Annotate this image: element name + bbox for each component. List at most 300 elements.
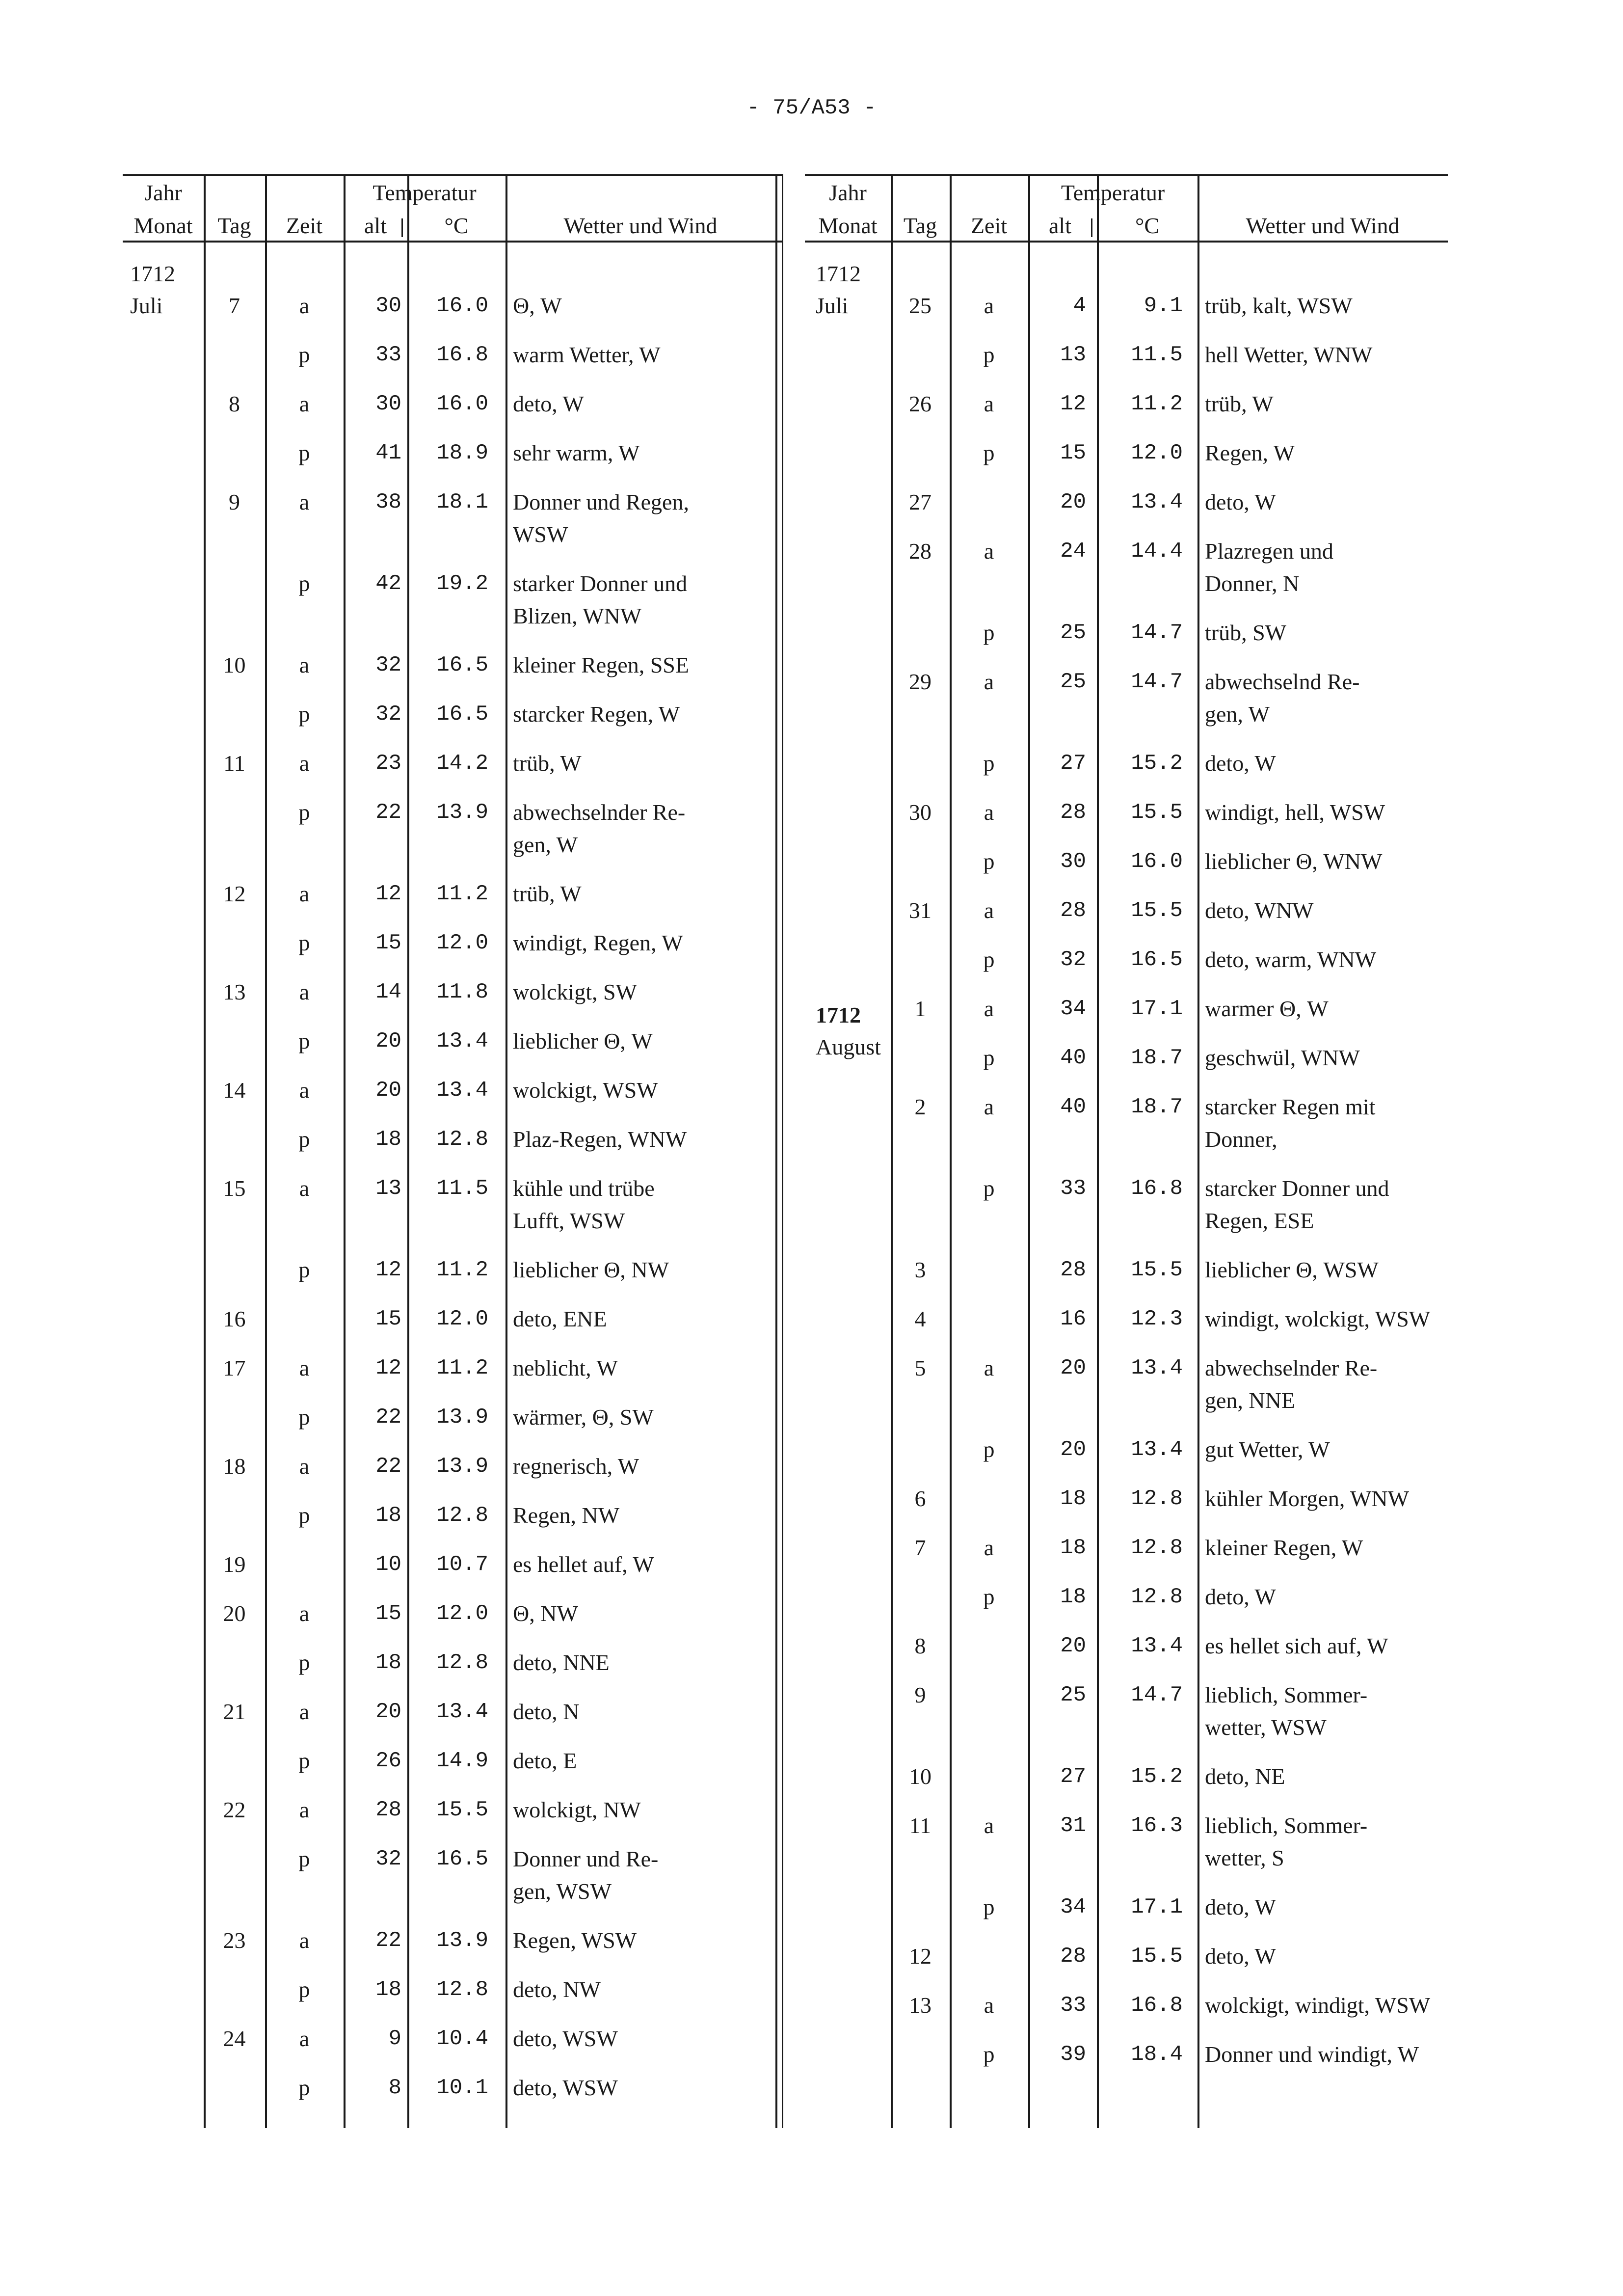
header-celsius: °C (444, 213, 469, 238)
zeit-cell: p (298, 1028, 310, 1053)
celsius-cell: 13.4 (1131, 1356, 1183, 1380)
zeit-cell: a (299, 1355, 310, 1380)
tag-cell: 11 (909, 1813, 931, 1838)
alt-cell: 25 (1060, 1683, 1086, 1707)
alt-cell: 30 (375, 392, 401, 416)
weather-cell: trüb, W (1205, 391, 1274, 416)
weather-cell: wolckigt, SW (513, 979, 637, 1004)
zeit-cell: a (299, 881, 310, 906)
celsius-cell: 14.4 (1131, 539, 1183, 564)
zeit-cell: p (298, 2075, 310, 2100)
month-label-august: August (816, 1034, 881, 1059)
alt-cell: 34 (1060, 997, 1086, 1021)
weather-cell: geschwül, WNW (1205, 1045, 1360, 1070)
col-divider (1197, 174, 1199, 2128)
tag-cell: 4 (914, 1306, 926, 1331)
alt-cell: 30 (1060, 849, 1086, 874)
weather-cell: deto, N (513, 1699, 580, 1724)
weather-cell: Regen, WSW (513, 1928, 637, 1953)
zeit-cell: p (298, 1846, 310, 1871)
alt-cell: 13 (375, 1176, 401, 1201)
alt-cell: 14 (375, 980, 401, 1004)
header-tick (401, 218, 403, 237)
header-zeit: Zeit (286, 213, 323, 238)
weather-cell: deto, E (513, 1748, 577, 1773)
tag-cell: 10 (909, 1764, 931, 1789)
alt-cell: 18 (375, 1977, 401, 2002)
weather-cell: deto, WNW (1205, 898, 1314, 923)
alt-cell: 12 (375, 882, 401, 906)
celsius-cell: 14.9 (436, 1749, 488, 1773)
zeit-cell: a (984, 1813, 994, 1838)
celsius-cell: 14.7 (1131, 1683, 1183, 1707)
weather-cell: deto, W (1205, 1584, 1276, 1609)
weather-cell: starker Donner und (513, 571, 688, 596)
zeit-cell: p (298, 1977, 310, 2002)
alt-cell: 40 (1060, 1046, 1086, 1070)
tag-cell: 22 (223, 1797, 246, 1822)
celsius-cell: 19.2 (436, 571, 488, 596)
celsius-cell: 16.5 (1131, 947, 1183, 972)
weather-cell: sehr warm, W (513, 440, 640, 465)
alt-cell: 22 (375, 1454, 401, 1479)
celsius-cell: 17.1 (1131, 997, 1183, 1021)
zeit-cell: a (984, 669, 994, 694)
alt-cell: 20 (375, 1029, 401, 1053)
alt-cell: 31 (1060, 1813, 1086, 1838)
celsius-cell: 9.1 (1144, 294, 1183, 318)
year-label-august: 1712 (816, 1002, 861, 1027)
celsius-cell: 12.8 (1131, 1585, 1183, 1609)
alt-cell: 28 (1060, 1944, 1086, 1969)
tag-cell: 5 (914, 1355, 926, 1380)
celsius-cell: 11.8 (436, 980, 488, 1004)
zeit-cell: a (984, 293, 994, 318)
weather-cell: warm Wetter, W (513, 342, 661, 367)
celsius-cell: 16.5 (436, 653, 488, 677)
alt-cell: 34 (1060, 1895, 1086, 1919)
celsius-cell: 15.2 (1131, 751, 1183, 776)
weather-cell: Donner und windigt, W (1205, 2042, 1419, 2067)
tag-cell: 7 (229, 293, 240, 318)
zeit-cell: a (984, 391, 994, 416)
celsius-cell: 16.8 (1131, 1993, 1183, 2018)
table-top-rule (805, 174, 1448, 176)
tag-cell: 14 (223, 1078, 246, 1103)
tag-cell: 8 (914, 1633, 926, 1658)
col-divider (506, 174, 507, 2128)
alt-cell: 4 (1073, 294, 1086, 318)
zeit-cell: a (984, 1993, 994, 2018)
tag-cell: 26 (909, 391, 931, 416)
alt-cell: 18 (375, 1503, 401, 1528)
celsius-cell: 16.5 (436, 1847, 488, 1871)
alt-cell: 12 (375, 1258, 401, 1282)
tag-cell: 13 (223, 979, 246, 1004)
celsius-cell: 11.2 (436, 882, 488, 906)
weather-cell: hell Wetter, WNW (1205, 342, 1373, 367)
weather-cell: windigt, hell, WSW (1205, 800, 1385, 825)
weather-cell: Donner, N (1205, 571, 1300, 596)
weather-cell: deto, W (1205, 1944, 1276, 1969)
celsius-cell: 12.8 (436, 1977, 488, 2002)
alt-cell: 24 (1060, 539, 1086, 564)
zeit-cell: a (984, 1355, 994, 1380)
alt-cell: 18 (1060, 1486, 1086, 1511)
zeit-cell: p (298, 342, 310, 367)
celsius-cell: 15.2 (1131, 1764, 1183, 1789)
tag-cell: 21 (223, 1699, 246, 1724)
zeit-cell: a (984, 800, 994, 825)
zeit-cell: a (299, 1454, 310, 1479)
right-weather-table (805, 174, 1448, 2128)
zeit-cell: a (984, 1094, 994, 1119)
weather-cell: deto, WSW (513, 2075, 618, 2100)
alt-cell: 32 (1060, 947, 1086, 972)
zeit-cell: p (298, 800, 310, 825)
alt-cell: 22 (375, 1928, 401, 1953)
celsius-cell: 13.9 (436, 1454, 488, 1479)
weather-cell: Donner, (1205, 1127, 1277, 1152)
alt-cell: 15 (375, 1307, 401, 1331)
celsius-cell: 13.4 (436, 1029, 488, 1053)
month-label: Juli (816, 293, 849, 318)
celsius-cell: 12.3 (1131, 1307, 1183, 1331)
weather-cell: lieblicher Θ, NW (513, 1257, 669, 1282)
weather-cell: deto, ENE (513, 1306, 607, 1331)
zeit-cell: a (984, 1535, 994, 1560)
tag-cell: 28 (909, 539, 931, 564)
celsius-cell: 12.0 (436, 931, 488, 955)
weather-cell: lieblich, Sommer- (1205, 1682, 1368, 1707)
col-divider (204, 174, 206, 2128)
alt-cell: 8 (388, 2076, 401, 2100)
weather-cell: deto, NNE (513, 1650, 610, 1675)
weather-cell: Θ, W (513, 293, 562, 318)
weather-cell: starcker Regen, W (513, 702, 680, 727)
weather-cell: starcker Regen mit (1205, 1094, 1376, 1119)
weather-cell: lieblicher Θ, WNW (1205, 849, 1383, 874)
weather-cell: kleiner Regen, W (1205, 1535, 1363, 1560)
zeit-cell: a (299, 1928, 310, 1953)
alt-cell: 33 (1060, 1176, 1086, 1201)
header-wetter: Wetter und Wind (563, 213, 718, 238)
celsius-cell: 16.3 (1131, 1813, 1183, 1838)
celsius-cell: 18.9 (436, 441, 488, 465)
weather-cell: deto, WSW (513, 2026, 618, 2051)
zeit-cell: p (983, 440, 995, 465)
weather-cell: kühle und trübe (513, 1176, 655, 1201)
zeit-cell: p (298, 1503, 310, 1528)
header-tag: Tag (903, 213, 937, 238)
tag-cell: 12 (223, 881, 246, 906)
weather-cell: starcker Donner und (1205, 1176, 1389, 1201)
zeit-cell: p (983, 1584, 995, 1609)
weather-cell: abwechselnder Re- (1205, 1355, 1378, 1380)
alt-cell: 28 (375, 1798, 401, 1822)
tag-cell: 3 (914, 1257, 926, 1282)
celsius-cell: 16.0 (1131, 849, 1183, 874)
alt-cell: 13 (1060, 343, 1086, 367)
header-alt: alt (364, 213, 387, 238)
celsius-cell: 13.4 (436, 1078, 488, 1103)
weather-cell: gen, NNE (1205, 1388, 1295, 1413)
tag-cell: 10 (223, 652, 246, 677)
zeit-cell: p (298, 1748, 310, 1773)
alt-cell: 22 (375, 1405, 401, 1430)
col-divider (775, 174, 777, 2128)
alt-cell: 32 (375, 702, 401, 727)
alt-cell: 33 (1060, 1993, 1086, 2018)
celsius-cell: 18.7 (1131, 1095, 1183, 1119)
tag-cell: 1 (914, 996, 926, 1021)
alt-cell: 9 (388, 2026, 401, 2051)
weather-cell: abwechselnd Re- (1205, 669, 1360, 694)
zeit-cell: p (983, 947, 995, 972)
alt-cell: 32 (375, 1847, 401, 1871)
alt-cell: 33 (375, 343, 401, 367)
zeit-cell: a (299, 1601, 310, 1626)
alt-cell: 20 (375, 1700, 401, 1724)
celsius-cell: 13.9 (436, 1928, 488, 1953)
tag-cell: 24 (223, 2026, 246, 2051)
celsius-cell: 12.8 (436, 1503, 488, 1528)
page-number: - 75/A53 - (746, 96, 877, 120)
zeit-cell: a (299, 1699, 310, 1724)
left-weather-table (123, 174, 783, 2128)
tag-cell: 20 (223, 1601, 246, 1626)
alt-cell: 20 (1060, 1356, 1086, 1380)
celsius-cell: 12.8 (1131, 1536, 1183, 1560)
celsius-cell: 15.5 (1131, 898, 1183, 923)
alt-cell: 20 (1060, 490, 1086, 514)
weather-cell: Plaz-Regen, WNW (513, 1127, 687, 1152)
weather-cell: trüb, kalt, WSW (1205, 293, 1353, 318)
weather-cell: Plazregen und (1205, 539, 1333, 564)
tag-cell: 6 (914, 1486, 926, 1511)
alt-cell: 16 (1060, 1307, 1086, 1331)
tag-cell: 13 (909, 1993, 931, 2018)
weather-cell: gut Wetter, W (1205, 1437, 1330, 1462)
weather-cell: wetter, S (1205, 1845, 1284, 1870)
celsius-cell: 11.2 (1131, 392, 1183, 416)
header-tick (1091, 218, 1092, 237)
alt-cell: 15 (375, 931, 401, 955)
weather-cell: Donner und Regen, (513, 489, 689, 514)
zeit-cell: a (984, 898, 994, 923)
tag-cell: 15 (223, 1176, 246, 1201)
tag-cell: 18 (223, 1454, 246, 1479)
table-top-rule (123, 174, 783, 176)
alt-cell: 20 (375, 1078, 401, 1103)
weather-cell: Lufft, WSW (513, 1208, 625, 1233)
celsius-cell: 16.5 (436, 702, 488, 727)
weather-cell: wetter, WSW (1205, 1715, 1327, 1740)
alt-cell: 40 (1060, 1095, 1086, 1119)
weather-cell: deto, W (1205, 489, 1276, 514)
weather-cell: es hellet auf, W (513, 1552, 654, 1577)
celsius-cell: 11.2 (436, 1258, 488, 1282)
alt-cell: 15 (1060, 441, 1086, 465)
zeit-cell: a (299, 1797, 310, 1822)
alt-cell: 28 (1060, 898, 1086, 923)
tag-cell: 16 (223, 1306, 246, 1331)
tag-cell: 29 (909, 669, 931, 694)
celsius-cell: 12.8 (436, 1650, 488, 1675)
weather-cell: wolckigt, NW (513, 1797, 641, 1822)
tag-cell: 23 (223, 1928, 246, 1953)
zeit-cell: p (983, 849, 995, 874)
zeit-cell: p (298, 1127, 310, 1152)
weather-cell: kleiner Regen, SSE (513, 652, 689, 677)
alt-cell: 42 (375, 571, 401, 596)
year-label: 1712 (130, 261, 175, 286)
month-label: Juli (130, 293, 163, 318)
alt-cell: 25 (1060, 670, 1086, 694)
weather-cell: deto, NE (1205, 1764, 1285, 1789)
zeit-cell: p (298, 1257, 310, 1282)
weather-cell: lieblich, Sommer- (1205, 1813, 1368, 1838)
zeit-cell: a (299, 751, 310, 776)
alt-cell: 26 (375, 1749, 401, 1773)
celsius-cell: 13.4 (436, 1700, 488, 1724)
celsius-cell: 15.5 (1131, 1258, 1183, 1282)
alt-cell: 15 (375, 1601, 401, 1626)
zeit-cell: p (298, 930, 310, 955)
weather-cell: trüb, W (513, 751, 582, 776)
celsius-cell: 15.5 (1131, 1944, 1183, 1969)
celsius-cell: 16.0 (436, 392, 488, 416)
weather-cell: windigt, wolckigt, WSW (1205, 1306, 1431, 1331)
weather-cell: Θ, NW (513, 1601, 578, 1626)
zeit-cell: p (983, 2042, 995, 2067)
celsius-cell: 13.4 (1131, 490, 1183, 514)
weather-cell: neblicht, W (513, 1355, 618, 1380)
weather-cell: lieblicher Θ, WSW (1205, 1257, 1379, 1282)
celsius-cell: 12.0 (436, 1307, 488, 1331)
alt-cell: 18 (1060, 1536, 1086, 1560)
alt-cell: 38 (375, 490, 401, 514)
header-temperatur: Temperatur (372, 180, 477, 205)
alt-cell: 22 (375, 800, 401, 825)
alt-cell: 27 (1060, 1764, 1086, 1789)
celsius-cell: 15.5 (436, 1798, 488, 1822)
header-jahr: Jahr (829, 180, 867, 205)
celsius-cell: 16.8 (436, 343, 488, 367)
celsius-cell: 12.8 (1131, 1486, 1183, 1511)
zeit-cell: a (299, 391, 310, 416)
zeit-cell: p (298, 702, 310, 727)
zeit-cell: a (299, 979, 310, 1004)
tag-cell: 11 (223, 751, 245, 776)
alt-cell: 12 (375, 1356, 401, 1380)
weather-cell: deto, W (1205, 751, 1276, 776)
weather-cell: wolckigt, windigt, WSW (1205, 1993, 1431, 2018)
header-temperatur: Temperatur (1061, 180, 1165, 205)
tag-cell: 12 (909, 1944, 931, 1969)
year-label: 1712 (816, 261, 861, 286)
weather-cell: wärmer, Θ, SW (513, 1405, 654, 1430)
celsius-cell: 15.5 (1131, 800, 1183, 825)
celsius-cell: 18.1 (436, 490, 488, 514)
celsius-cell: 12.0 (1131, 441, 1183, 465)
weather-cell: gen, WSW (513, 1879, 612, 1904)
zeit-cell: a (299, 2026, 310, 2051)
alt-cell: 28 (1060, 1258, 1086, 1282)
celsius-cell: 14.7 (1131, 670, 1183, 694)
celsius-cell: 16.0 (436, 294, 488, 318)
zeit-cell: p (983, 751, 995, 776)
alt-cell: 25 (1060, 621, 1086, 645)
weather-cell: WSW (513, 522, 568, 547)
weather-cell: abwechselnder Re- (513, 800, 686, 825)
celsius-cell: 18.7 (1131, 1046, 1183, 1070)
zeit-cell: p (983, 1045, 995, 1070)
tag-cell: 2 (914, 1094, 926, 1119)
celsius-cell: 11.5 (1131, 343, 1183, 367)
weather-cell: warmer Θ, W (1205, 996, 1329, 1021)
celsius-cell: 17.1 (1131, 1895, 1183, 1919)
alt-cell: 20 (1060, 1634, 1086, 1658)
zeit-cell: a (299, 1176, 310, 1201)
celsius-cell: 10.4 (436, 2026, 488, 2051)
tag-cell: 27 (909, 489, 931, 514)
celsius-cell: 12.8 (436, 1127, 488, 1152)
weather-cell: Regen, W (1205, 440, 1295, 465)
alt-cell: 23 (375, 751, 401, 776)
header-celsius: °C (1135, 213, 1160, 238)
alt-cell: 20 (1060, 1437, 1086, 1462)
header-monat: Monat (818, 213, 878, 238)
weather-cell: lieblicher Θ, W (513, 1028, 653, 1053)
alt-cell: 18 (375, 1127, 401, 1152)
alt-cell: 12 (1060, 392, 1086, 416)
zeit-cell: a (299, 293, 310, 318)
zeit-cell: p (298, 1405, 310, 1430)
weather-cell: deto, W (513, 391, 584, 416)
header-monat: Monat (133, 213, 193, 238)
celsius-cell: 13.4 (1131, 1634, 1183, 1658)
alt-cell: 39 (1060, 2042, 1086, 2067)
weather-cell: gen, W (513, 832, 578, 857)
zeit-cell: a (299, 489, 310, 514)
celsius-cell: 18.4 (1131, 2042, 1183, 2067)
weather-cell: Regen, ESE (1205, 1208, 1314, 1233)
alt-cell: 18 (375, 1650, 401, 1675)
weather-cell: trüb, W (513, 881, 582, 906)
header-wetter: Wetter und Wind (1246, 213, 1400, 238)
celsius-cell: 16.8 (1131, 1176, 1183, 1201)
col-divider-double (782, 174, 783, 2128)
weather-cell: Donner und Re- (513, 1846, 659, 1871)
weather-cell: kühler Morgen, WNW (1205, 1486, 1410, 1511)
zeit-cell: a (299, 1078, 310, 1103)
tag-cell: 17 (223, 1355, 246, 1380)
weather-cell: gen, W (1205, 702, 1270, 727)
weather-cell: deto, W (1205, 1894, 1276, 1919)
weather-cell: Regen, NW (513, 1503, 620, 1528)
header-tag: Tag (217, 213, 251, 238)
weather-cell: deto, NW (513, 1977, 601, 2002)
zeit-cell: p (983, 1437, 995, 1462)
zeit-cell: p (298, 440, 310, 465)
weather-cell: deto, warm, WNW (1205, 947, 1377, 972)
celsius-cell: 11.5 (436, 1176, 488, 1201)
header-jahr: Jahr (144, 180, 182, 205)
alt-cell: 30 (375, 294, 401, 318)
alt-cell: 41 (375, 441, 401, 465)
weather-cell: wolckigt, WSW (513, 1078, 658, 1103)
